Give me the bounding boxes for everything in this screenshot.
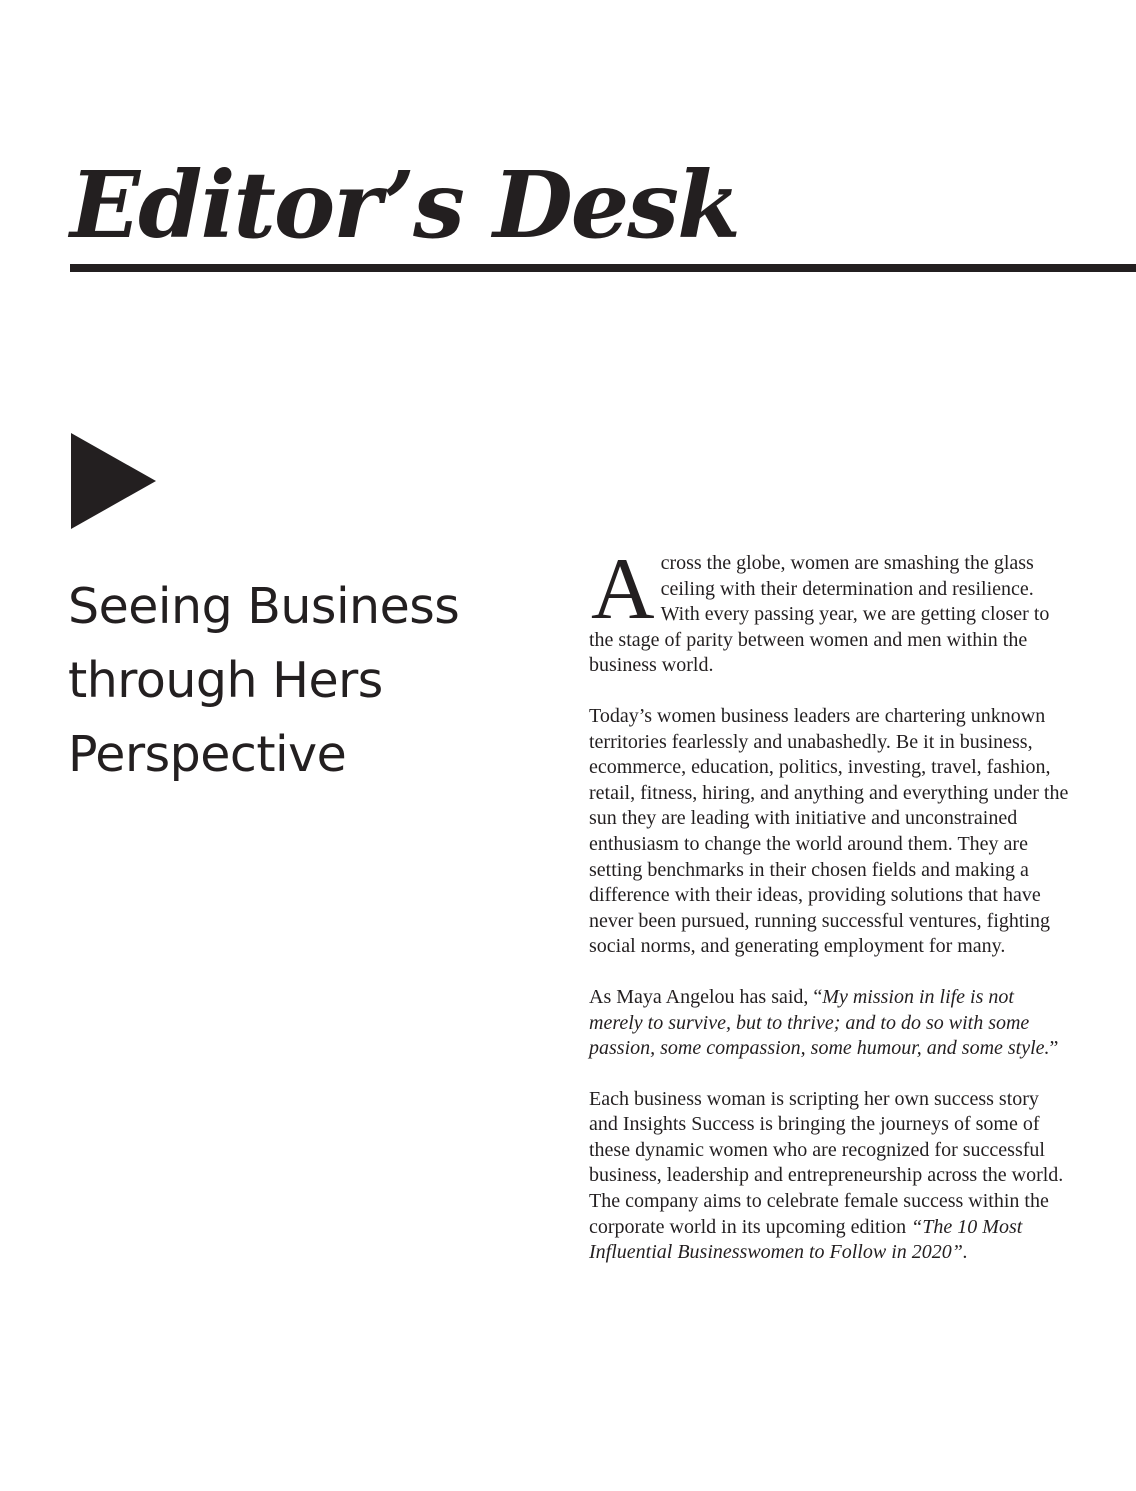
- play-triangle-icon: [71, 433, 156, 529]
- drop-cap: A: [591, 541, 655, 638]
- edition-title: “The 10 Most Influential Businesswomen to Follow in 2020”.: [589, 1215, 1023, 1264]
- page-title: Editor’s Desk: [70, 151, 739, 259]
- paragraph-text: Each business woman is scripting her own success story and Insights Success is bringing the journeys of some of these dynamic women who are recognized for successful business, leadership and entrepreneurship across the world. The company aims to celebrate female success within the corporate world in its upcoming edition: [589, 1087, 1064, 1238]
- title-divider: [70, 264, 1136, 272]
- paragraph-text: cross the globe, women are smashing the glass ceiling with their determination and resilience. With every passing year, we are getting closer to the stage of parity between women and men within the business world.: [589, 552, 1050, 677]
- article-paragraph: [589, 985, 1069, 1062]
- headline-line: Perspective: [68, 726, 347, 783]
- article-paragraph: Today’s women business leaders are chartering unknown territories fearlessly and unabashedly. Be it in business, ecommerce, education, politics, investing, travel, fashion, retail, fitness, hiring, and anything and everything under the sun they are leading with initiative and unconstrained enthusiasm to change the world around them. They are setting benchmarks in their chosen fields and making a difference with their ideas, providing solutions that have never been pursued, running successful ventures, fighting social norms, and generating employment for many.: [589, 704, 1069, 958]
- quote-lead: As Maya Angelou has said, “: [589, 985, 823, 1008]
- article-headline: [68, 570, 538, 792]
- headline-line: Seeing Business: [68, 578, 460, 635]
- maya-angelou-quote: My mission in life is not merely to survive, but to thrive; and to do so with some passion, some compassion, some humour, and some style.: [589, 985, 1050, 1060]
- headline-line: through Hers: [68, 652, 383, 709]
- article-paragraph: [589, 541, 1069, 679]
- quote-tail: ”: [1049, 1037, 1059, 1060]
- article-body: [589, 541, 1069, 1291]
- article-paragraph: [589, 1087, 1069, 1266]
